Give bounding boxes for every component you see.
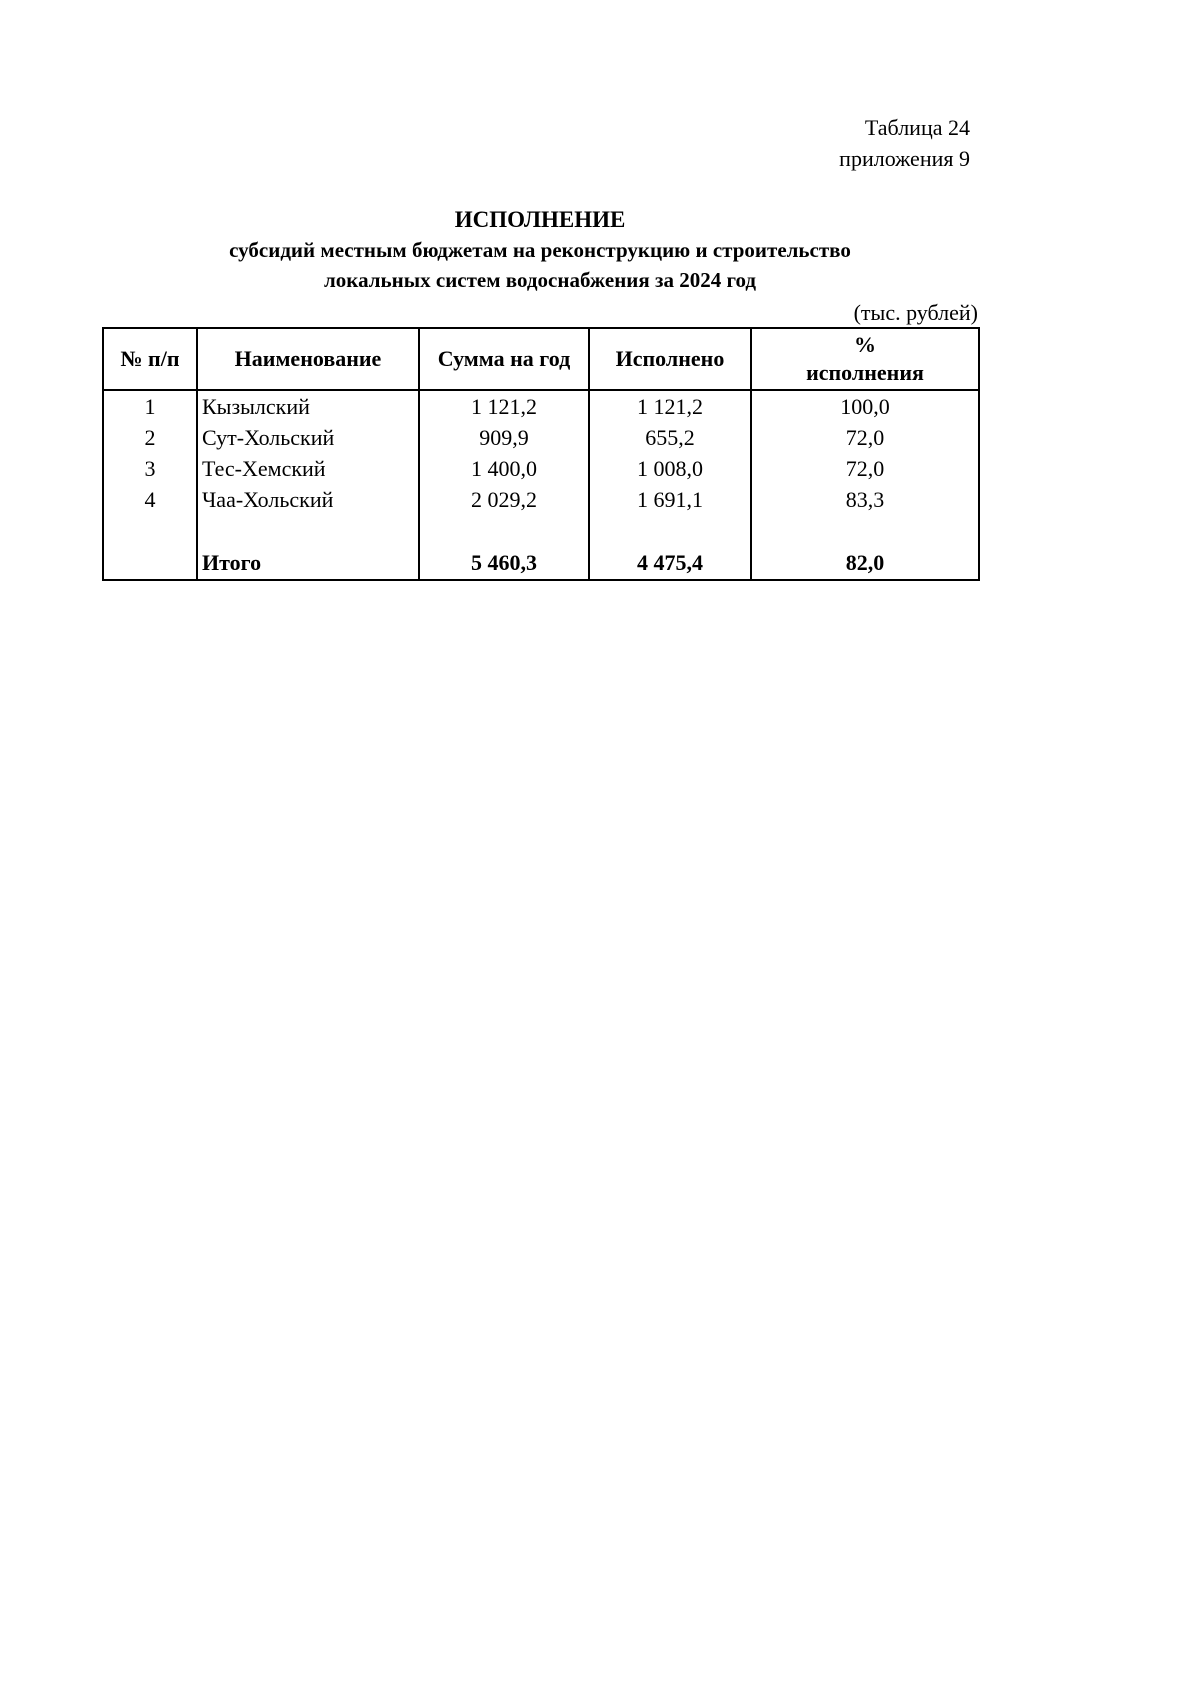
execution-table — [102, 327, 980, 581]
header-plan: Сумма на год — [419, 328, 589, 390]
document-title — [100, 205, 980, 295]
cell-executed: 1 008,0 — [589, 453, 751, 484]
table-row — [103, 453, 979, 484]
cell-name: Кызылский — [197, 390, 419, 422]
cell-percent: 83,3 — [751, 484, 979, 515]
total-label: Итого — [197, 546, 419, 580]
header-executed: Исполнено — [589, 328, 751, 390]
title-subtitle-line-2: локальных систем водоснабжения за 2024 год — [324, 268, 756, 292]
header-percent — [751, 328, 979, 390]
cell-number: 1 — [103, 390, 197, 422]
total-plan: 5 460,3 — [419, 546, 589, 580]
table-row — [103, 390, 979, 422]
cell-executed: 1 691,1 — [589, 484, 751, 515]
cell-empty — [589, 515, 751, 546]
cell-number: 2 — [103, 422, 197, 453]
cell-executed: 655,2 — [589, 422, 751, 453]
title-main: ИСПОЛНЕНИЕ — [454, 207, 626, 232]
cell-number: 4 — [103, 484, 197, 515]
cell-empty — [751, 515, 979, 546]
cell-percent: 100,0 — [751, 390, 979, 422]
cell-empty — [197, 515, 419, 546]
reference-table-number: Таблица 24 — [864, 115, 970, 140]
cell-name: Сут-Хольский — [197, 422, 419, 453]
header-percent-label: исполнения — [806, 360, 924, 385]
table-spacer-row — [103, 515, 979, 546]
total-percent: 82,0 — [751, 546, 979, 580]
header-percent-sign: % — [854, 332, 876, 357]
cell-percent: 72,0 — [751, 422, 979, 453]
table-total-row — [103, 546, 979, 580]
table-header-row — [103, 328, 979, 390]
cell-name: Чаа-Хольский — [197, 484, 419, 515]
table-reference — [839, 112, 970, 174]
cell-plan: 909,9 — [419, 422, 589, 453]
cell-plan: 1 121,2 — [419, 390, 589, 422]
title-subtitle-line-1: субсидий местным бюджетам на реконструкцию и строительство — [229, 238, 851, 262]
cell-empty — [419, 515, 589, 546]
units-label: (тыс. рублей) — [853, 300, 978, 325]
header-number: № п/п — [103, 328, 197, 390]
cell-plan: 2 029,2 — [419, 484, 589, 515]
cell-empty — [103, 546, 197, 580]
cell-percent: 72,0 — [751, 453, 979, 484]
header-name: Наименование — [197, 328, 419, 390]
reference-appendix: приложения 9 — [839, 146, 970, 171]
cell-number: 3 — [103, 453, 197, 484]
cell-empty — [103, 515, 197, 546]
cell-name: Тес-Хемский — [197, 453, 419, 484]
cell-plan: 1 400,0 — [419, 453, 589, 484]
cell-executed: 1 121,2 — [589, 390, 751, 422]
table-row — [103, 484, 979, 515]
total-executed: 4 475,4 — [589, 546, 751, 580]
table-row — [103, 422, 979, 453]
